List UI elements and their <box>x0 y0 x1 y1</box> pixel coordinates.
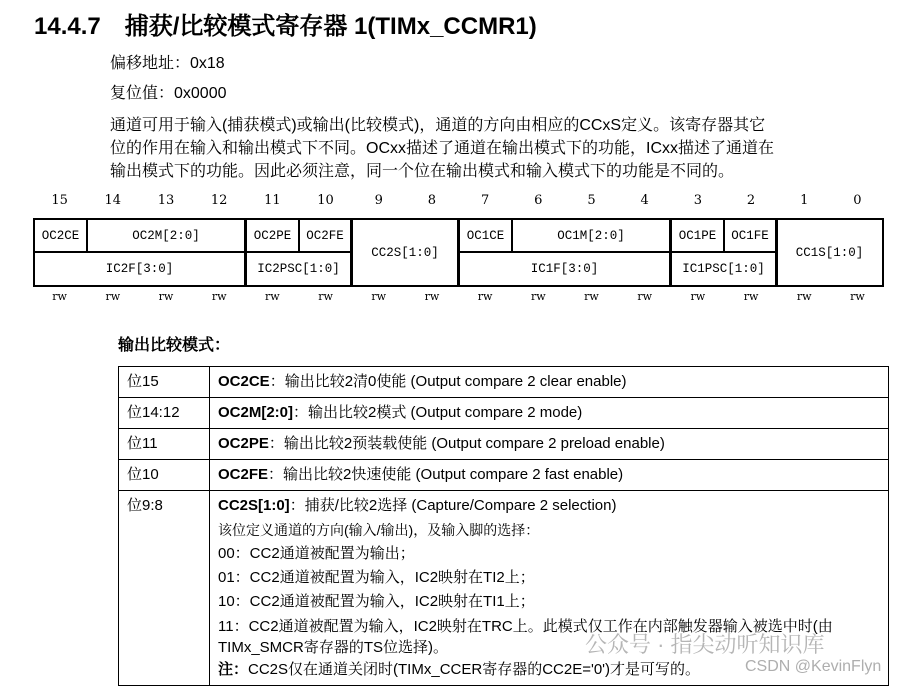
field-desc: ：输出比较2模式 (Output compare 2 mode) <box>293 404 583 421</box>
table-row <box>119 460 889 491</box>
table-row <box>119 429 889 460</box>
access: rw <box>158 290 174 303</box>
access: rw <box>424 290 440 303</box>
field-oc2fe: OC2FE <box>300 220 353 253</box>
watermark-csdn: CSDN @KevinFlyn <box>745 658 882 675</box>
bit-number: 0 <box>853 193 862 208</box>
field-name: OC2CE <box>218 373 270 390</box>
access: rw <box>371 290 387 303</box>
access: rw <box>477 290 493 303</box>
field-desc: ：输出比较2预装载使能 (Output compare 2 preload enable) <box>268 435 665 452</box>
access-row <box>33 290 884 303</box>
bit-cell: 位10 <box>119 460 210 491</box>
desc-line: 00：CC2通道被配置为输出； <box>218 545 415 562</box>
bit-number: 1 <box>800 193 809 208</box>
field-name: OC2PE <box>218 435 269 452</box>
bit-number: 14 <box>104 193 122 208</box>
access: rw <box>584 290 599 303</box>
bit-number: 6 <box>534 193 543 208</box>
field-oc2m: OC2M[2:0] <box>88 220 247 253</box>
access: rw <box>318 290 333 303</box>
bit-number: 13 <box>157 193 175 208</box>
note-text: CC2S仅在通道关闭时(TIMx_CCER寄存器的CC2E='0')才是可写的。 <box>248 661 701 678</box>
field-oc1ce: OC1CE <box>460 220 513 253</box>
field-oc2pe: OC2PE <box>247 220 300 253</box>
desc-line: 10：CC2通道被配置为输入，IC2映射在TI1上； <box>218 593 535 610</box>
desc-cell <box>210 367 889 398</box>
offset-address: 偏移地址：0x18 <box>110 55 225 72</box>
bit-number: 12 <box>210 193 228 208</box>
access: rw <box>52 290 67 303</box>
access: rw <box>211 290 227 303</box>
desc-cell <box>210 398 889 429</box>
field-oc1m: OC1M[2:0] <box>513 220 672 253</box>
field-ic1psc: IC1PSC[1:0] <box>672 253 778 285</box>
field-ic2f: IC2F[3:0] <box>35 253 247 285</box>
desc-line-1: 通道可用于输入(捕获模式)或输出(比较模式)，通道的方向由相应的CCxS定义。该寄存器其它 <box>110 117 766 134</box>
bit-number: 15 <box>51 193 68 208</box>
field-desc: ：输出比较2清0使能 (Output compare 2 clear enable) <box>269 373 627 390</box>
field-name: OC2M[2:0] <box>218 404 294 421</box>
desc-line: 该位定义通道的方向(输入/输出)，及输入脚的选择： <box>218 522 540 538</box>
desc-cell <box>210 460 889 491</box>
access: rw <box>265 290 280 303</box>
section-title: 14.4.7 捕获/比较模式寄存器 1(TIMx_CCMR1) <box>34 13 537 40</box>
field-oc2ce: OC2CE <box>35 220 88 253</box>
access: rw <box>105 290 121 303</box>
bit-number: 2 <box>746 193 756 208</box>
bit-number: 3 <box>693 193 702 208</box>
field-desc: ：输出比较2快速使能 (Output compare 2 fast enable) <box>268 466 624 483</box>
bit-number: 8 <box>427 193 437 208</box>
field-cc1s: CC1S[1:0] <box>795 245 864 260</box>
desc-line: TIMx_SMCR寄存器的TS位选择)。 <box>218 639 448 656</box>
access: rw <box>530 290 546 303</box>
table-row <box>119 398 889 429</box>
desc-line-2: 位的作用在输入和输出模式下不同。OCxx描述了通道在输出模式下的功能，ICxx描述了通道在 <box>110 140 775 157</box>
bit-number: 10 <box>317 193 334 208</box>
watermark: 公众号 · 指尖动听知识库 <box>585 632 825 657</box>
desc-cell <box>210 429 889 460</box>
reset-value: 复位值：0x0000 <box>110 85 227 102</box>
desc-line: 11：CC2通道被配置为输入，IC2映射在TRC上。此模式仅工作在内部触发器输入被选中时(由 <box>218 618 833 635</box>
note-label: 注： <box>218 661 249 678</box>
access: rw <box>850 290 865 303</box>
access: rw <box>637 290 652 303</box>
bit-number: 5 <box>587 193 596 208</box>
field-name: OC2FE <box>218 466 269 483</box>
field-ic1f: IC1F[3:0] <box>460 253 672 285</box>
field-desc: ：捕获/比较2选择 (Capture/Compare 2 selection) <box>289 497 617 514</box>
bit-number: 4 <box>640 193 649 208</box>
bit-cell: 位14:12 <box>119 398 210 429</box>
field-name: CC2S[1:0] <box>218 497 290 514</box>
register-diagram <box>33 218 884 287</box>
bit-number: 7 <box>480 193 490 208</box>
access: rw <box>796 290 812 303</box>
bit-numbers <box>33 193 884 208</box>
field-oc1fe: OC1FE <box>725 220 778 253</box>
bit-number: 11 <box>264 193 281 208</box>
desc-line-3: 输出模式下的功能。因此必须注意，同一个位在输出模式和输入模式下的功能是不同的。 <box>110 163 735 180</box>
access: rw <box>743 290 759 303</box>
field-cc2s: CC2S[1:0] <box>353 220 460 285</box>
desc-line: 01：CC2通道被配置为输入，IC2映射在TI2上； <box>218 569 535 586</box>
field-oc1pe: OC1PE <box>672 220 725 253</box>
section-heading: 输出比较模式： <box>118 337 231 354</box>
table-row <box>119 367 889 398</box>
field-ic2psc: IC2PSC[1:0] <box>247 253 353 285</box>
bit-cell: 位9:8 <box>119 491 210 686</box>
bit-number: 9 <box>374 193 383 208</box>
bit-cell: 位15 <box>119 367 210 398</box>
access: rw <box>690 290 706 303</box>
bit-cell: 位11 <box>119 429 210 460</box>
